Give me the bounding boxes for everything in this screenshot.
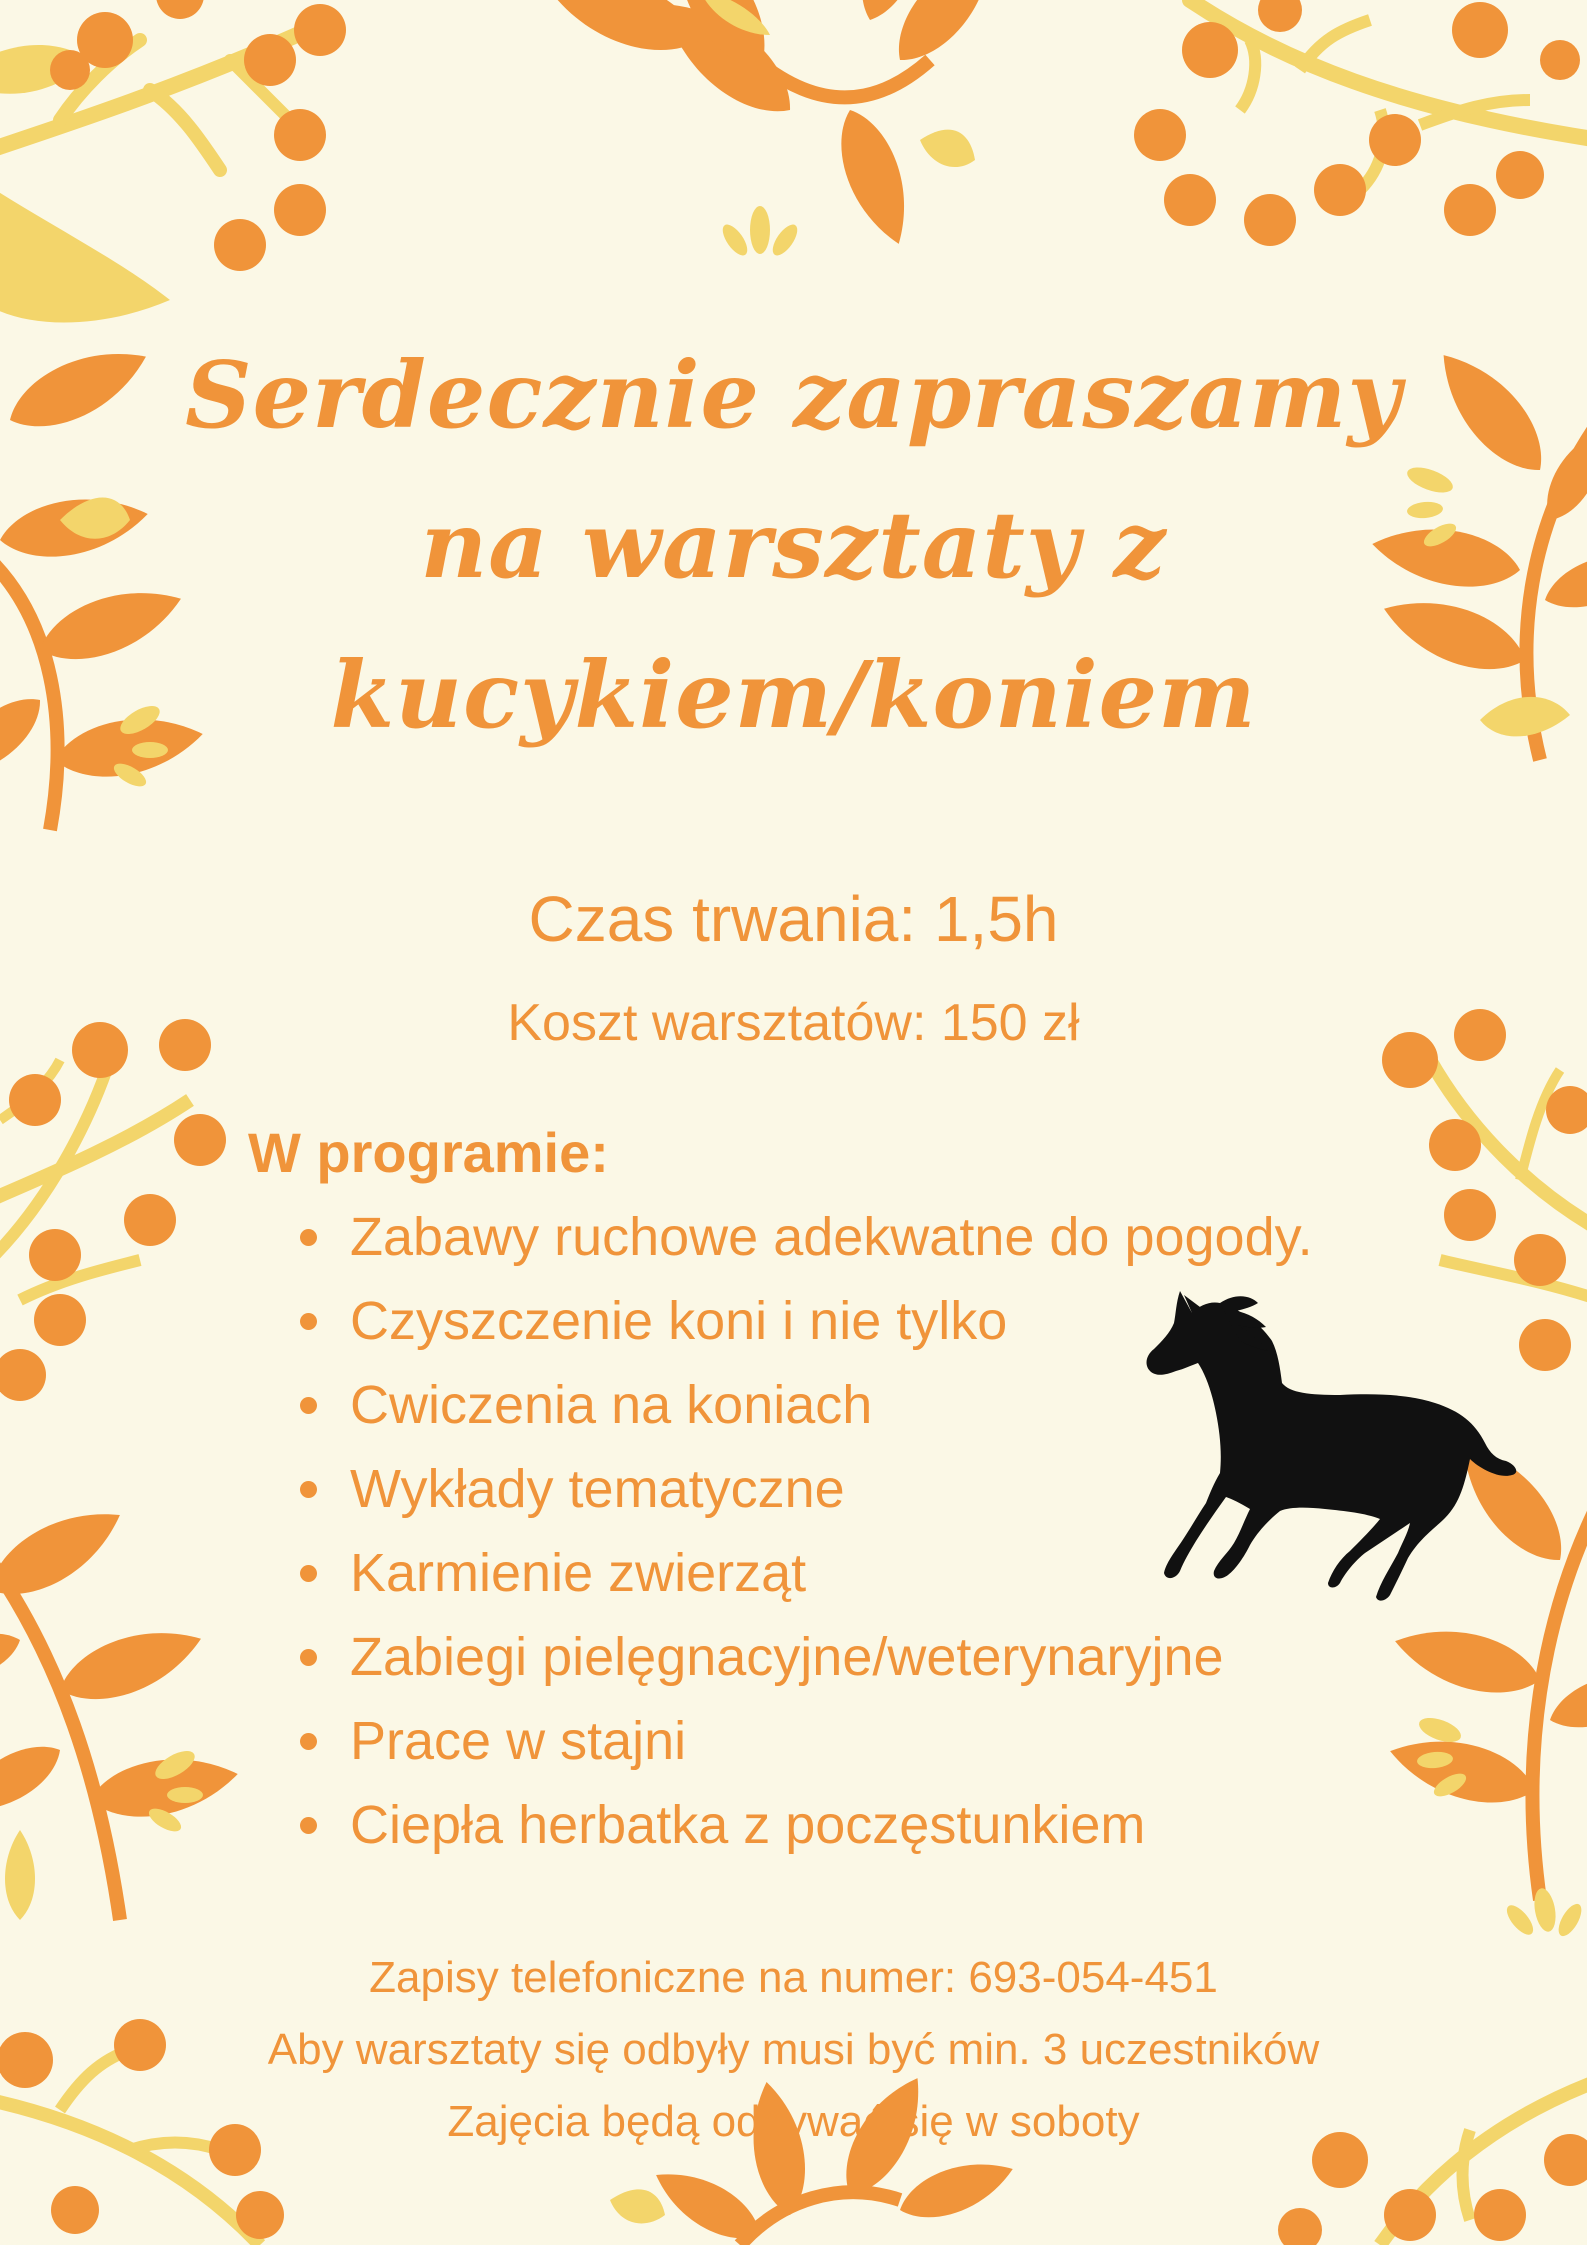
top-right-decoration	[1134, 0, 1587, 246]
list-item-text: Prace w stajni	[350, 1711, 687, 1771]
phone-line: Zapisy telefoniczne na numer: 693-054-451	[369, 1953, 1218, 2002]
list-item	[300, 1615, 1313, 1699]
bullet-icon	[300, 1229, 317, 1246]
bullet-icon	[300, 1397, 317, 1414]
poster-title	[0, 320, 1587, 770]
bullet-icon	[300, 1565, 317, 1582]
bullet-icon	[300, 1313, 317, 1330]
program-heading: W programie:	[248, 1121, 609, 1184]
list-item-text: Cwiczenia na koniach	[350, 1375, 873, 1435]
bullet-icon	[300, 1817, 317, 1834]
days-line: Zajęcia będą odbywać się w soboty	[447, 2097, 1140, 2146]
list-item-text: Zabawy ruchowe adekwatne do pogody.	[350, 1207, 1313, 1267]
list-item	[300, 1195, 1313, 1279]
bullet-icon	[300, 1733, 317, 1750]
list-item-text: Zabiegi pielęgnacyjne/weterynaryjne	[350, 1627, 1224, 1687]
left-lower-decoration	[0, 1492, 242, 1920]
list-item-text: Karmienie zwierząt	[350, 1543, 807, 1603]
list-item-text: Czyszczenie koni i nie tylko	[350, 1291, 1008, 1351]
cost-text: Koszt warsztatów: 150 zł	[507, 994, 1080, 1052]
list-item-text: Ciepła herbatka z poczęstunkiem	[350, 1795, 1146, 1855]
list-item	[300, 1699, 1313, 1783]
list-item-text: Wykłady tematyczne	[350, 1459, 845, 1519]
top-center-decoration	[535, 0, 1012, 259]
left-middle-decoration	[0, 1019, 226, 1401]
bullet-icon	[300, 1649, 317, 1666]
title-line: na warsztaty z	[420, 491, 1167, 599]
title-line: Serdecznie zapraszamy	[185, 341, 1402, 449]
bullet-icon	[300, 1481, 317, 1498]
top-left-decoration	[0, 0, 346, 323]
horse-silhouette-icon	[1140, 1283, 1520, 1613]
footer	[0, 1942, 1587, 2158]
min-participants-line: Aby warsztaty się odbyły musi być min. 3 uczestników	[267, 2025, 1320, 2074]
title-line: kucykiem/koniem	[330, 641, 1257, 749]
duration-text: Czas trwania: 1,5h	[528, 883, 1059, 955]
list-item	[300, 1783, 1313, 1867]
